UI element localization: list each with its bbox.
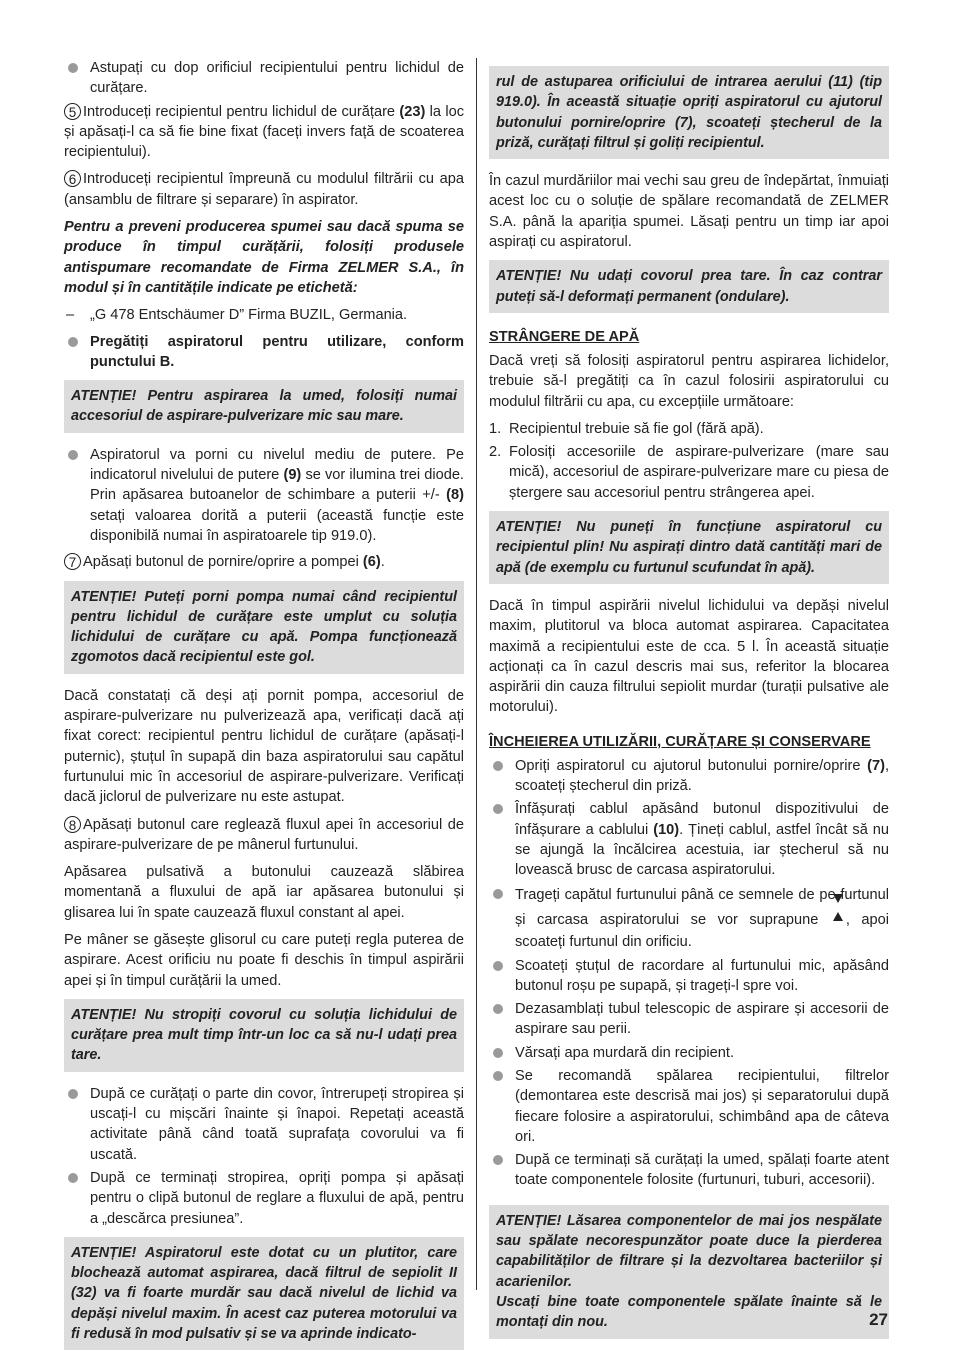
bullet-icon bbox=[68, 337, 78, 347]
bullet-icon bbox=[493, 1004, 503, 1014]
list-item: Opriți aspiratorul cu ajutorul butonului pornire/oprire (7), scoateți ștecherul din priză. bbox=[489, 756, 889, 797]
column-divider bbox=[476, 58, 477, 1290]
warning-box: ATENȚIE! Puteți porni pompa numai când recipientul pentru lichidul de curățare este umplut cu soluția lichidului de curățare cu apă. Pompa funcționează zgomotos dacă recipientul este gol. bbox=[64, 581, 464, 674]
warning-box: ATENȚIE! Lăsarea componentelor de mai jos nespălate sau spălate necorespunzător poate duce la pierderea capabilităților de filtrare și la dezvoltarea bacteriilor și acarienilor. Uscați bine toate componentele spălate înainte să le montați din nou. bbox=[489, 1205, 889, 1339]
bullet-icon bbox=[68, 1089, 78, 1099]
warning-box: ATENȚIE! Nu puneți în funcțiune aspiratorul cu recipientul plin! Nu aspirați dintro dată cantități mari de apă (de exemplu cu furtunul scufundat în apă). bbox=[489, 511, 889, 584]
list-item: După ce curățați o parte din covor, întrerupeți stropirea și uscați-l cu mișcări înainte și înapoi. Repetați această activitate până când toată suprafața covorului va fi uscată. bbox=[64, 1084, 464, 1165]
list-item: Pregătiți aspiratorul pentru utilizare, conform punctului B. bbox=[64, 332, 464, 373]
right-column bbox=[489, 58, 889, 1351]
paragraph: Dacă constatați că deși ați pornit pompa, accesoriul de aspirare-pulverizare nu pulverizează apa, verificați dacă ați fixat corect: recipientul pentru lichidul de curățare (apăsați-l puternic), ștuțul în supapă din baza aspiratorului sau capătul furtunului mic în accesoriul de aspirare-pulverizare. Verificați dacă jiclorul de pulverizare nu este astupat. bbox=[64, 687, 464, 806]
step-7: 7 Apăsați butonul de pornire/oprire a pompei (6). bbox=[64, 552, 464, 572]
list-item: Dezasamblați tubul telescopic de aspirare și accesorii de aspirare sau perii. bbox=[489, 999, 889, 1040]
list-item: Se recomandă spălarea recipientului, filtrelor (demontarea este descrisă mai jos) și separatorului după fiecare folosire a aspiratorului, schimbând apa de câteva ori. bbox=[489, 1066, 889, 1147]
bullet-icon bbox=[493, 804, 503, 814]
list-item: După ce terminați să curățați la umed, spălați foarte atent toate componentele folosite (furtunuri, tuburi, accesorii). bbox=[489, 1150, 889, 1191]
numbered-item: 1. Recipientul trebuie să fie gol (fără apă). bbox=[489, 420, 764, 437]
step-number-icon: 7 bbox=[64, 553, 81, 570]
step-8: 8 Apăsați butonul care reglează fluxul apei în accesoriul de aspirare-pulverizare de pe mânerul furtunului. bbox=[64, 816, 464, 853]
page-number: 27 bbox=[869, 1310, 888, 1329]
paragraph: Dacă în timpul aspirării nivelul lichidului va depăși nivelul maxim, plutitorul va bloca automat aspirarea. Capacitatea maximă a recipientului este de cca. 5 l. În această situație acționați ca în cazul descris mai sus, referitor la blocarea aspirării din cauza filtrului sepiolit murdar (turații pulsative ale motorului). bbox=[489, 597, 889, 716]
numbered-item: 2. Folosiți accesoriile de aspirare-pulverizare (mare sau mică), accesoriul de aspirare-pulverizare mare cu piesa de ștergere sau accesoriul pentru strângerea apei. bbox=[489, 444, 889, 501]
paragraph: Apăsarea pulsativă a butonului cauzează slăbirea momentană a fluxului de apă iar apăsarea butonului și glisarea lui în spate cauzează fluxul constant al apei. bbox=[64, 864, 464, 921]
list-item: Înfășurați cablul apăsând butonul dispozitivului de înfășurare a cablului (10). Țineți cablul, astfel încât să nu se ajungă la încălcirea acestuia, iar ștecherul să nu loveascǎ brusc de carcasa aspiratorului. bbox=[489, 799, 889, 880]
warning-box: ATENȚIE! Aspiratorul este dotat cu un plutitor, care blochează automat aspirarea, dacă filtrul de sepiolit II (32) va fi foarte murdăr sau dacă nivelul de lichid va depăși nivelul maxim. În acest caz puterea motorului va fi redusă în mod pulsativ și se va aprinde indicato- bbox=[64, 1237, 464, 1350]
bullet-icon bbox=[493, 761, 503, 771]
bullet-icon bbox=[493, 961, 503, 971]
paragraph: Pe mâner se găsește glisorul cu care puteți regla puterea de aspirare. Acest orificiu nu poate fi deschis în timpul aspirării apei și în timpul curățării la umed. bbox=[64, 931, 464, 989]
list-item: Astupați cu dop orificiul recipientului pentru lichidul de curățare. bbox=[64, 58, 464, 99]
list-item: Scoateți ștuțul de racordare al furtunului mic, apăsând butonul roșu pe supapă, și trageți-l spre voi. bbox=[489, 956, 889, 997]
step-6: 6 Introduceți recipientul împreună cu modulul filtrării cu apa (ansamblu de filtrare și separare) în aspirator. bbox=[64, 171, 464, 208]
list-item: Trageți capătul furtunului până ce semnele de pe furtunul și carcasa aspiratorului se vor suprapune , apoi scoateți furtunul din orificiu. bbox=[489, 884, 889, 953]
antifoam-note: Pentru a preveni producerea spumei sau dacă spuma se produce în timpul curățării, folosiți produsele antispumare recomandate de Firma ZELMER S.A., în modul și în cantitățile indicate pe etichetă: bbox=[64, 219, 464, 296]
bullet-icon bbox=[493, 1048, 503, 1058]
bullet-icon bbox=[493, 1155, 503, 1165]
warning-box: ATENȚIE! Nu stropiți covorul cu soluția lichidului de curățare prea mult timp într-un loc ca să nu-l udați prea tare. bbox=[64, 999, 464, 1072]
left-column bbox=[64, 58, 464, 1362]
bullet-icon bbox=[493, 889, 503, 899]
bullet-icon bbox=[68, 450, 78, 460]
list-item: – „G 478 Entschäumer D” Firma BUZIL, Germania. bbox=[66, 307, 408, 324]
warning-box: ATENȚIE! Nu udați covorul prea tare. În caz contrar puteți să-l deformați permanent (ondulare). bbox=[489, 260, 889, 313]
bullet-icon bbox=[68, 1173, 78, 1183]
step-number-icon: 6 bbox=[64, 170, 81, 187]
bullet-icon bbox=[493, 1071, 503, 1081]
list-item: După ce terminați stropirea, opriți pompa și apăsați pentru o clipă butonul de reglare a fluxului de apă, pentru a „descărca presiunea”. bbox=[64, 1168, 464, 1229]
step-number-icon: 8 bbox=[64, 816, 81, 833]
step-5: 5 Introduceți recipientul pentru lichidul de curățare (23) la loc și apăsați-l ca să fie bine fixat (faceți invers față de scoaterea recipientului). bbox=[64, 103, 464, 161]
bullet-icon bbox=[68, 63, 78, 73]
list-item: Vărsați apa murdară din recipient. bbox=[489, 1043, 889, 1063]
warning-box: ATENȚIE! Pentru aspirarea la umed, folosiți numai accesoriul de aspirare-pulverizare mic sau mare. bbox=[64, 380, 464, 433]
alignment-marks-icon bbox=[832, 906, 844, 928]
paragraph: Dacă vreți să folosiți aspiratorul pentru aspirarea lichidelor, trebuie să-l pregătiți ca în cazul folosirii aspiratorului cu modulul filtrării cu apa, cu excepțiile următoare: bbox=[489, 352, 889, 410]
step-number-icon: 5 bbox=[64, 103, 81, 120]
list-item: Aspiratorul va porni cu nivelul mediu de putere. Pe indicatorul nivelului de putere (9) se vor ilumina trei diode. Prin apăsarea butoanelor de schimbare a puterii +/- (8) setați valoarea dorită a puterii (această funcție este disponibilă numai în aspiratoarele tip 919.0). bbox=[64, 445, 464, 546]
section-heading: STRÂNGERE DE APĂ bbox=[489, 328, 640, 345]
paragraph: În cazul murdăriilor mai vechi sau greu de îndepărtat, înmuiați acest loc cu o soluție de spălare recomandată de ZELMER S.A. până la apariția spumei. Lăsați pentru un timp iar apoi aspirați cu aspiratorul. bbox=[489, 173, 889, 251]
section-heading: ÎNCHEIEREA UTILIZĂRII, CURĂȚARE ȘI CONSERVARE bbox=[489, 733, 871, 750]
warning-box: rul de astuparea orificiului de intrarea aerului (11) (tip 919.0). În această situație opriți aspiratorul cu ajutorul butonului pornire/oprire (7), scoateți ștecherul de la priză, curățați filtrul și goliți recipientul. bbox=[489, 66, 889, 159]
